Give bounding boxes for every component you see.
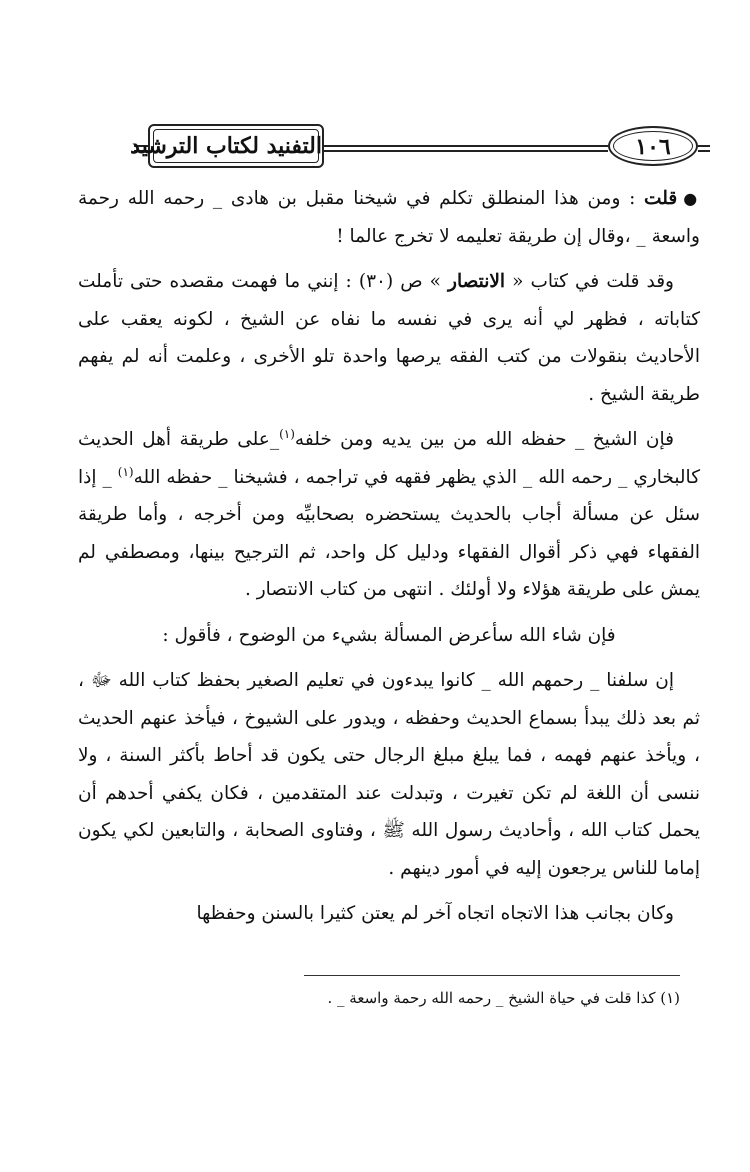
paragraph-1 (78, 180, 700, 255)
book-title-frame (130, 124, 324, 168)
paragraph-2-before: وقد قلت في كتاب « (505, 271, 674, 292)
header-rule-right (698, 145, 710, 152)
paragraph-2-after: » ص (٣٠) : إنني ما فهمت مقصده حتى تأملت كتاباته ، فظهر لي أنه يرى في نفسه ما نفاه عن الشيخ ، لكونه يعقب على الأحاديث بنقولات من كتب الفقه يرصها واحدة تلو الأخرى ، وعلمت أنه لم يفهم طريقة الشيخ . (78, 271, 700, 405)
paragraph-5: إن سلفنا _ رحمهم الله _ كانوا يبدءون في تعليم الصغير بحفظ كتاب الله ﷻ ، ثم بعد ذلك يبدأ بسماع الحديث وحفظه ، ويدور على الشيوخ ، فيأخذ عنهم الحديث ، ويأخذ عنهم فهمه ، فما يبلغ مبلغ الرجال حتى يكون قد أحاط بأكثر السنة ، ولا ننسى أن اللغة لم تكن تغيرت ، وتبدلت عند المتقدمين ، فكان يكفي أحدهم أن يحمل كتاب الله ، وأحاديث رسول الله ﷺ ، وفتاوى الصحابة ، والتابعين لكي يكون إماما للناس يرجعون إليه في أمور دينهم . (78, 670, 700, 879)
header-rule-middle (324, 145, 608, 152)
paragraph-3 (78, 421, 700, 609)
paragraph-3-part-a: فإن الشيخ _ حفظه الله من بين يديه ومن خلفه (294, 429, 674, 450)
bullet-icon: ● (683, 189, 700, 208)
footnote-ref-1: (١) (279, 426, 295, 441)
book-title: التفنيد لكتاب الترشيد (130, 133, 322, 159)
page-header (70, 118, 710, 180)
page-number: ١٠٦ (635, 134, 671, 160)
paragraph-1-text: : ومن هذا المنطلق تكلم في شيخنا مقبل بن هادى _ رحمه الله رحمة واسعة _ ،وقال إن طريقة تعليمه لا تخرج عالما ! (78, 188, 700, 247)
paragraph-4: فإن شاء الله سأعرض المسألة بشيء من الوضوح ، فأقول : (162, 624, 616, 646)
paragraph-6: وكان بجانب هذا الاتجاه اتجاه آخر لم يعتن كثيرا بالسنن وحفظها (196, 903, 674, 924)
page-body (78, 180, 700, 941)
paragraph-2-book-name: الانتصار (448, 271, 506, 292)
page-number-oval (608, 126, 698, 166)
paragraph-1-lead: قلت (644, 188, 678, 209)
paragraph-3-part-b: _على طريقة أهل الحديث كالبخاري _ رحمه الله _ الذي يظهر فقهه في تراجمه ، فشيخنا _ حفظه الله (78, 429, 700, 488)
paragraph-3-part-c: _ إذا سئل عن مسألة أجاب بالحديث يستحضره بصحابيِّه ومن أخرجه ، وأما طريقة الفقهاء فهي ذكر أقوال الفقهاء ودليل كل واحد، ثم الترجيح بينها، ومصطفي لم يمش على طريقة هؤلاء ولا أولئك . انتهى من كتاب الانتصار . (78, 466, 700, 600)
footnote-divider (304, 975, 680, 976)
paragraph-2 (78, 263, 700, 413)
footnote: (١) كذا قلت في حياة الشيخ _ رحمه الله رحمة واسعة _ . (327, 989, 680, 1007)
footnote-ref-2: (١) (117, 464, 134, 479)
